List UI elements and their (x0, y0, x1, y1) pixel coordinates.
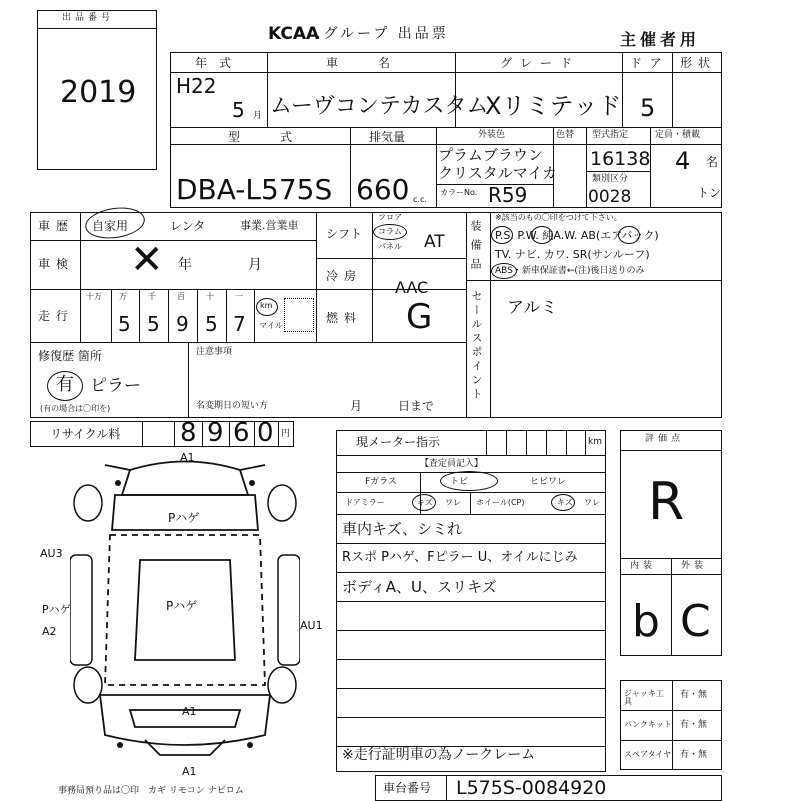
shaken-mark: ✕ (130, 237, 164, 283)
mileage-digit-4: 5 (205, 312, 218, 336)
class-value: 0028 (588, 187, 632, 207)
repair-value: 有 (56, 374, 74, 395)
wheel-option-crack: ワレ (584, 498, 600, 507)
recycle-label: リサイクル料 (50, 427, 121, 441)
equipment-line-1: P.S. P.W. 純A.W. AB(エアバック) (495, 229, 659, 242)
repair-value-circle (47, 371, 83, 401)
shift-option-column-circle (373, 224, 407, 240)
ext-color-label: 外装色 (478, 130, 506, 140)
repair-label: 修復歴 箇所 (38, 349, 102, 363)
type-value: DBA-L575S (176, 173, 333, 206)
mileage-unit-10: 十 (206, 292, 214, 301)
shift-label: シフト (326, 227, 363, 241)
aircon-value: AAC (395, 278, 429, 297)
year-value: H22 (176, 74, 217, 98)
mileage-label: 走行 (38, 309, 75, 323)
mileage-unit-10k: 万 (119, 292, 127, 301)
chassis-label: 車台番号 (383, 781, 432, 795)
shift-option-panel: パネル (378, 242, 402, 251)
inspection-label: 【査定員記入】 (420, 459, 484, 469)
tool-puncture-label: パンクキット (624, 720, 672, 729)
brand-logo: KCAA (268, 24, 320, 44)
month-value: 5 (232, 98, 245, 122)
diagram-mark-hood: Pハゲ (168, 511, 200, 525)
grade-value: Xリミテッド (485, 92, 622, 120)
mileage-digit-5: 7 (233, 312, 246, 336)
tool-jack-value: 有・無 (680, 690, 708, 700)
aircon-label: 冷房 (326, 269, 363, 283)
door-value: 5 (640, 94, 656, 122)
equipment-line-3: ABS・新車保証書←(注)後日送りのみ (495, 266, 645, 276)
color-change-label: 色替 (556, 130, 575, 140)
meter-label: 現メーター指示 (356, 435, 441, 449)
recycle-digit-4: 0 (257, 418, 274, 448)
organizer-label: 主催者用 (620, 30, 701, 49)
remark-line-9: ※走行証明車の為ノークレーム (342, 747, 536, 763)
shaken-month-unit: 月 (248, 257, 262, 273)
recycle-digit-1: 8 (180, 418, 197, 448)
wheel-label: ホイール(CP) (476, 498, 525, 507)
shape-label: 形状 (680, 56, 717, 70)
diagram-mark-roof: Pハゲ (166, 599, 198, 613)
shift-option-floor: フロア (378, 213, 402, 222)
grade-label: グレード (500, 56, 581, 70)
shaken-label: 車検 (38, 257, 75, 271)
chassis-value: L575S-0084920 (456, 777, 607, 799)
model-value: ムーヴコンテカスタム (270, 94, 489, 119)
diagram-mark-front: A1 (180, 451, 195, 464)
recycle-digit-3: 6 (233, 418, 250, 448)
capacity-unit: 名 (706, 155, 719, 169)
diagram-mark-left-door: Pハゲ (42, 603, 71, 616)
tool-spare-label: スペアタイヤ (624, 750, 672, 759)
lot-number-label: 出品番号 (62, 13, 115, 23)
sales-point-value: アルミ (507, 298, 558, 318)
tool-puncture-value: 有・無 (680, 720, 708, 730)
color-no-value: R59 (488, 183, 528, 207)
mileage-dotted-box (284, 298, 314, 332)
type-designation-value: 16138 (590, 148, 651, 170)
mileage-unit-1k: 千 (148, 292, 156, 301)
mileage-digit-2: 5 (147, 312, 160, 336)
mileage-unit-km: km (260, 301, 273, 310)
remark-line-3: ボディA、U、スリキズ (342, 578, 497, 596)
shift-value: AT (424, 232, 445, 252)
notes-label: 注意事項 (196, 347, 233, 357)
recycle-unit: 円 (281, 429, 291, 439)
glass-option-chip: トビ (450, 477, 469, 487)
office-items: 事務局預り品は〇印 カギ リモコン ナビロム (58, 786, 244, 796)
glass-option-crack: ヒビワレ (530, 477, 567, 487)
capacity-label: 定員・積載 (655, 130, 701, 140)
history-option-business: 事業.営業車 (240, 219, 299, 232)
tool-jack-label: ジャッキ工具 (624, 689, 664, 706)
diagram-mark-rear: A1 (182, 705, 197, 718)
mileage-unit-mile: マイル (259, 321, 283, 330)
exterior-value: C (680, 596, 711, 647)
expiry-day-unit: 日まで (398, 399, 435, 413)
exterior-label: 外装 (681, 561, 708, 571)
equipment-line-2: TV. ナビ. カワ. SR(サンルーフ) (495, 248, 650, 261)
diagram-mark-right-door: AU1 (300, 619, 323, 632)
score-label: 評価点 (645, 434, 685, 444)
history-option-private: 自家用 (92, 219, 129, 233)
recycle-digit-2: 9 (207, 418, 224, 448)
displacement-value: 660 (356, 173, 410, 206)
year-label: 年式 (195, 56, 244, 70)
diagram-mark-left-pillar: AU3 (40, 547, 63, 560)
mileage-digit-3: 9 (176, 312, 189, 336)
name-change-expiry-label: 名変期日の短い方 (196, 401, 269, 411)
color-no-label: カラーNo. (440, 188, 478, 197)
mileage-unit-100k: 十万 (86, 292, 102, 301)
mileage-unit-100: 百 (177, 292, 185, 301)
equipment-label: 装備品 (469, 220, 482, 277)
expiry-month-unit: 月 (350, 399, 363, 413)
mirror-label: ドアミラー (345, 498, 385, 507)
door-label: ドア (630, 56, 670, 70)
wheel-option-scratch: キズ (557, 498, 573, 507)
type-designation-label: 型式指定 (592, 130, 629, 140)
repair-note: (有の場合は〇印を) (40, 404, 111, 413)
shift-option-column: コラム (378, 227, 402, 236)
fuel-value: G (406, 297, 433, 337)
meter-unit: km (588, 437, 602, 447)
equipment-note: ※該当のもの〇印をつけて下さい。 (495, 213, 622, 222)
ext-color-value-2: クリスタルマイカ (438, 164, 557, 182)
sales-point-label: セールスポイント (470, 290, 483, 402)
shaken-year-unit: 年 (178, 257, 192, 273)
interior-label: 内装 (630, 561, 657, 571)
history-label: 車歴 (38, 219, 75, 233)
mileage-digit-1: 5 (118, 312, 131, 336)
capacity-value: 4 (675, 147, 691, 175)
fuel-label: 燃料 (326, 311, 363, 325)
form-title: .グループ 出品票 (316, 26, 449, 42)
diagram-mark-left-door-2: A2 (42, 625, 57, 638)
diagram-mark-rear-bumper: A1 (182, 765, 197, 778)
mirror-option-scratch: キズ (417, 498, 433, 507)
history-option-rental: レンタ (170, 219, 206, 233)
interior-value: b (632, 596, 660, 647)
score-value: R (648, 472, 685, 532)
month-unit: 月 (253, 111, 263, 121)
ext-color-value-1: プラムブラウン (438, 146, 543, 164)
lot-number: 2019 (60, 75, 137, 110)
mileage-unit-1: 一 (235, 292, 243, 301)
remark-line-1: 車内キズ、シミれ (342, 520, 463, 538)
ton-unit: トン (697, 186, 722, 200)
type-label: 型式 (228, 130, 333, 144)
tool-spare-value: 有・無 (680, 750, 708, 760)
displacement-label: 排気量 (369, 130, 406, 144)
remark-line-2: Rスポ Pハゲ、Fピラー U、オイルにじみ (342, 550, 578, 565)
repair-detail: ピラー (90, 376, 141, 396)
class-label: 類別区分 (592, 174, 629, 184)
model-label: 車名 (326, 56, 431, 70)
glass-option-chip-circle (440, 471, 498, 491)
displacement-unit: c.c. (413, 195, 427, 204)
mirror-option-crack: ワレ (445, 498, 461, 507)
glass-label: Fガラス (365, 477, 397, 487)
